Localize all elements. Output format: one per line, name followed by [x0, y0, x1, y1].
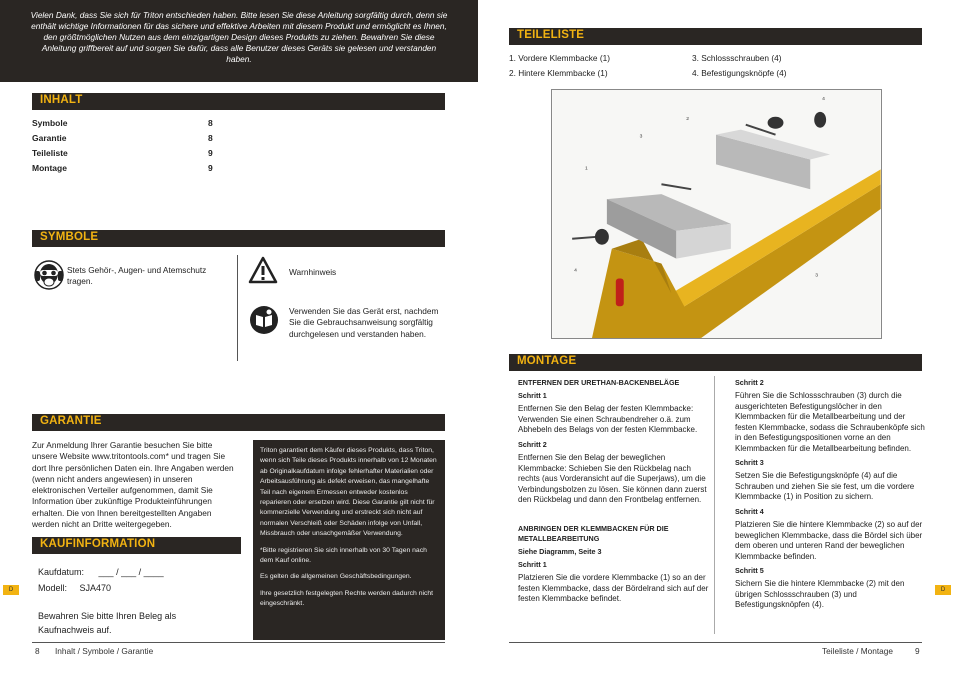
- step-text: Sichern Sie die hintere Klemmbacke (2) mit den übrigen Schlossschrauben (3) und Befestigungsknöpfen (4).: [735, 579, 905, 610]
- warranty-terms: Triton garantiert dem Käufer dieses Produkts, dass Triton, wenn sich Teile dieses Produkts innerhalb von 12 Monaten ab Originalkaufdatum infolge fehlerhafter Materialien oder Arbeitsausführung als defekt erweisen, das mangelhafte Teil nach eigenem Ermessen entweder kostenlos reparieren oder ersetzen wird. Diese Garantie gilt nicht für kommerzielle Verwendung und erstreckt sich nicht auf normalen Verschleiß oder Schäden infolge von Unfall, Missbrauch oder unsachgemäßer Verwendung.: [260, 447, 437, 538]
- inhalt-heading: INHALT: [40, 94, 83, 106]
- diagram-label: 3: [815, 273, 818, 279]
- left-page-number: 8: [35, 646, 40, 656]
- diagram-label: 1: [585, 166, 588, 172]
- manual-text: Verwenden Sie das Gerät erst, nachdem Sie die Gebrauchsanweisung sorgfältig durchgelesen und verstanden haben.: [289, 306, 439, 339]
- kaufinformation-heading: KAUFINFORMATION: [40, 538, 156, 550]
- montage-col-2: [735, 378, 925, 611]
- toc-item-page: 8: [208, 118, 213, 128]
- step-text: Führen Sie die Schlossschrauben (3) durch die ausgerichteten Befestigungslöcher in den Klemmbacken für die Metallbearbeitung und der festen Klemmbacke, sodass die Schraubenköpfe sich in den Befestigungspositionen vorne an den Klemmbacken für die Metallbearbeitung befinden.: [735, 391, 925, 453]
- toc-item-label[interactable]: Montage: [32, 163, 67, 173]
- garantie-header: [32, 414, 445, 431]
- teileliste-header: [509, 28, 922, 45]
- toc-item-label[interactable]: Garantie: [32, 133, 67, 143]
- purchase-date-label: Kaufdatum:: [38, 567, 85, 577]
- diagram-label: 4: [574, 268, 577, 274]
- model-value: SJA470: [79, 583, 112, 593]
- diagram-label: 2: [686, 116, 690, 122]
- symbole-header: [32, 230, 445, 247]
- model-row: [38, 583, 111, 593]
- part-item: 2. Hintere Klemmbacke (1): [509, 68, 608, 78]
- left-footer-text: Inhalt / Symbole / Garantie: [55, 646, 154, 656]
- montage-heading: MONTAGE: [517, 355, 577, 367]
- garantie-text: Zur Anmeldung Ihrer Garantie besuchen Sie bitte unsere Website www.tritontools.com* und tragen Sie dort Ihre persönlichen Daten ein. Ihre Angaben werden (wenn nicht anders angewiesen) in unseren elektronischen Verteiler aufgenommen, damit Sie Information über zukünftige Produkteinführungen erhalten. Die von Ihnen bereitgestellten Angaben werden nicht an Dritte weitergegeben.: [32, 440, 234, 530]
- step-text: Platzieren Sie die hintere Klemmbacke (2) so auf der beweglichen Klemmbacke, dass die Bördel sich über dem oberen und unteren Rand der beweglichen Klemmbacke befinden.: [735, 520, 923, 561]
- section-heading: ANBRINGEN DER KLEMMBACKEN FÜR DIE METALLBEARBEITUNG: [518, 523, 669, 543]
- montage-header: [509, 354, 922, 371]
- teileliste-heading: TEILELISTE: [517, 29, 585, 41]
- ppe-text: Stets Gehör-, Augen- und Atemschutz tragen.: [67, 265, 207, 287]
- intro-text: Vielen Dank, dass Sie sich für Triton entschieden haben. Bitte lesen Sie diese Anleitung sorgfältig durch, denn sie enthält wichtige Informationen für das sichere und effektive Arbeiten mit diesem Produkt und ermöglicht es Ihnen, den größtmöglichen Nutzen aus dem einzigartigen Design dieses Produkts zu ziehen. Bewahren Sie diese Anleitung griffbereit auf und sorgen Sie dafür, dass alle Benutzer dieses Geräts sie gelesen und verstanden haben.: [0, 0, 478, 82]
- part-item: 1. Vordere Klemmbacke (1): [509, 53, 610, 63]
- diagram-label: 4: [822, 96, 825, 102]
- purchase-date-row: [38, 567, 164, 577]
- toc-item-label[interactable]: Symbole: [32, 118, 68, 128]
- knob: [768, 117, 784, 129]
- footer-rule: [32, 642, 445, 643]
- warning-text: Warnhinweis: [289, 267, 337, 277]
- warning-icon: [248, 256, 278, 284]
- divider: [237, 255, 238, 361]
- red-marker: [616, 278, 624, 306]
- footer-rule: [509, 642, 922, 643]
- inhalt-header: [32, 93, 445, 110]
- section-heading: ENTFERNEN DER URETHAN-BACKENBELÄGE: [518, 378, 680, 387]
- ppe-icon: [34, 260, 64, 294]
- symbole-heading: SYMBOLE: [40, 231, 99, 243]
- assembly-diagram: [551, 89, 882, 339]
- purchase-date-field[interactable]: ___ / ___ / ____: [98, 567, 164, 577]
- read-manual-icon: [249, 305, 279, 335]
- kaufinformation-header: [32, 537, 241, 554]
- step-label: Schritt 3: [735, 458, 764, 468]
- column-divider: [714, 376, 715, 634]
- step-text: Setzen Sie die Befestigungsknöpfe (4) auf die Schrauben und ziehen Sie sie fest, um die vordere Klemmbacke (1) in Position zu sichern.: [735, 471, 915, 502]
- montage-col-1: [518, 378, 714, 605]
- part-item: 4. Befestigungsknöpfe (4): [692, 68, 787, 78]
- toc-item-page: 9: [208, 148, 213, 158]
- warranty-note: *Bitte registrieren Sie sich innerhalb von 30 Tagen nach dem Kauf online.: [260, 546, 427, 565]
- warranty-rights: Ihre gesetzlich festgelegten Rechte werden dadurch nicht eingeschränkt.: [260, 589, 434, 608]
- right-page-number: 9: [915, 646, 920, 656]
- diagram-reference: Siehe Diagramm, Seite 3: [518, 547, 602, 557]
- step-label: Schritt 5: [735, 566, 764, 576]
- garantie-heading: GARANTIE: [40, 415, 102, 427]
- part-item: 3. Schlossschrauben (4): [692, 53, 782, 63]
- diagram-label: 3: [639, 134, 643, 140]
- toc-item-label[interactable]: Teileliste: [32, 148, 68, 158]
- step-label: Schritt 1: [518, 560, 547, 570]
- step-text: Entfernen Sie den Belag der festen Klemmbacke: Verwenden Sie einen Schraubendreher o.ä. zum Abhebeln des Belags von der festen Klemmbacke.: [518, 404, 698, 435]
- right-footer-text: Teileliste / Montage: [822, 646, 894, 656]
- toc-item-page: 8: [208, 133, 213, 143]
- language-tab-left: D: [3, 585, 19, 595]
- step-label: Schritt 2: [518, 439, 547, 449]
- keep-receipt-text: Bewahren Sie bitte Ihren Beleg als Kaufnachweis auf.: [38, 611, 177, 635]
- toc: [32, 118, 232, 178]
- language-tab-right: D: [935, 585, 951, 595]
- warranty-conditions: Es gelten die allgemeinen Geschäftsbedingungen.: [260, 573, 412, 581]
- step-text: Entfernen Sie den Belag der beweglichen Klemmbacke: Schieben Sie den Rückbelag nach rechts (aus Vorderansicht auf die Superjaws), um die Verbindungsbolzen zu lösen. Sie können dann zuerst den Rückbelag und dann den Frontbelag entfernen.: [518, 453, 707, 505]
- step-label: Schritt 2: [735, 378, 764, 387]
- toc-item-page: 9: [208, 163, 213, 173]
- model-label: Modell:: [38, 583, 68, 593]
- step-label: Schritt 4: [735, 506, 764, 516]
- step-label: Schritt 1: [518, 391, 547, 401]
- warranty-box: [253, 440, 445, 640]
- step-text: Platzieren Sie die vordere Klemmbacke (1) so an der festen Klemmbacke, dass der Bördelrand sich auf der festen Klemmbacke befindet.: [518, 573, 709, 604]
